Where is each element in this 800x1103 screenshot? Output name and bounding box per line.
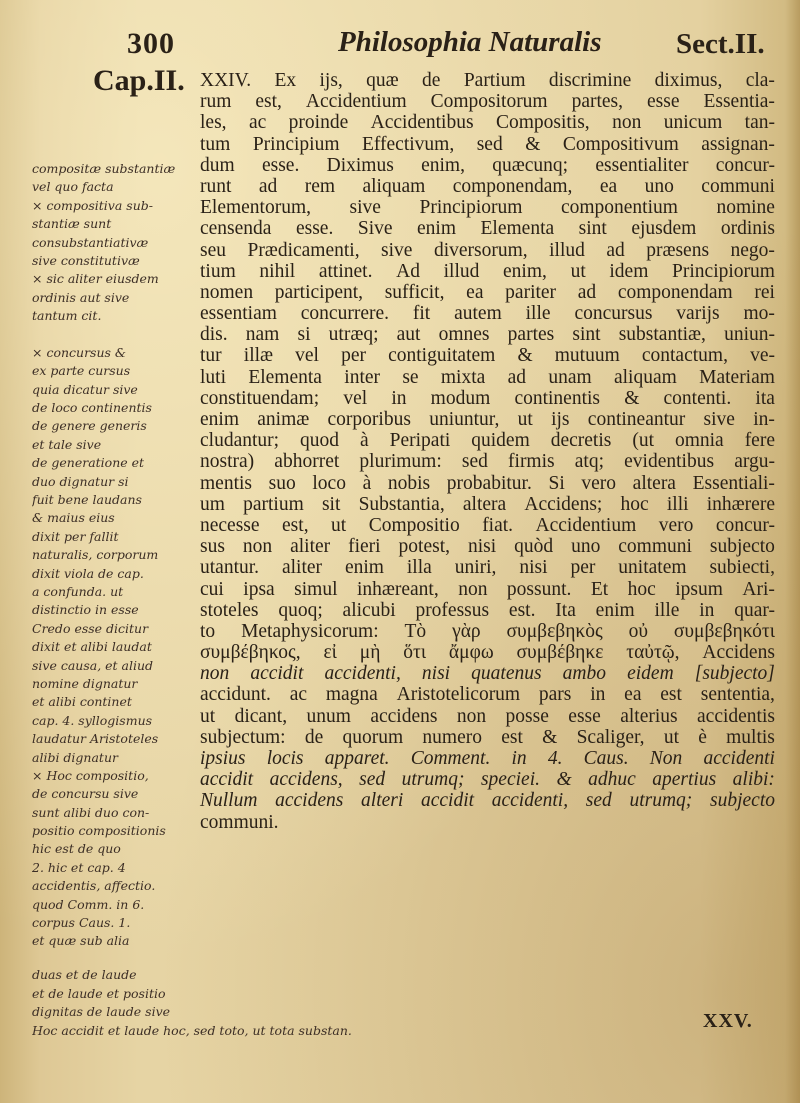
margin-note: dixit viola de cap. [32, 565, 144, 581]
margin-note: et quæ sub alia [32, 933, 130, 949]
text-line: necesse est, ut Compositio fiat. Accidentium vero concur- [200, 514, 775, 536]
margin-note: compositæ substantiæ [32, 161, 176, 176]
catchword: XXV. [703, 1010, 753, 1032]
margin-note: distinctio in esse [32, 602, 139, 618]
margin-note: a confunda. ut [32, 583, 124, 599]
margin-note: positio compositionis [32, 823, 166, 839]
margin-note: quia dicatur sive [32, 381, 138, 397]
margin-note: × Hoc compositio, [32, 767, 149, 783]
margin-note: alibi dignatur [32, 749, 118, 765]
margin-note: quod Comm. in 6. [32, 896, 145, 912]
margin-note: & maius eius [32, 510, 115, 526]
margin-note [32, 326, 202, 344]
margin-annotations [32, 160, 202, 951]
text-line: accidit accidens, sed utrumq; speciei. & adhuc apertius alibi: [200, 769, 775, 791]
text-line: to Metaphysicorum: Τὸ γὰρ συμβεβηκὸς οὐ συμβεβηκότι [200, 620, 775, 642]
text-line: non accidit accidenti, nisi quatenus ambo eidem [subjecto] [200, 663, 775, 685]
text-line: ut dicant, unum accidens non posse esse alterius accidentis [200, 705, 775, 727]
margin-note: hic est de quo [32, 841, 121, 857]
margin-note: ex parte cursus [32, 363, 131, 379]
margin-note: fuit bene laudans [32, 492, 142, 508]
margin-note: stantiæ sunt [32, 216, 112, 232]
margin-note: et tale sive [32, 436, 102, 452]
margin-note: accidentis, affectio. [32, 878, 156, 894]
margin-note: sunt alibi duo con- [32, 804, 150, 820]
text-line: mentis suo loco à nobis probabitur. Si vero altera Essentiali- [200, 472, 775, 494]
footer-annotations [32, 966, 472, 1040]
text-line: cui ipsa simul inhæreant, non possunt. Et hoc ipsum Ari- [200, 578, 775, 600]
text-line: enim animæ corporibus uniuntur, ut ijs contineantur sive in- [200, 409, 775, 430]
text-line: nomen participent, sufficit, ea pariter ad componendam rei [200, 281, 775, 303]
text-line: dis. nam si utræq; aut omnes partes sint substantiæ, uniun- [200, 324, 775, 346]
margin-note: tantum cit. [32, 308, 102, 324]
margin-note: × concursus & [32, 344, 127, 360]
text-line: nostra) abhorret plurimum: sed firmis atq; evidentibus argu- [200, 451, 775, 473]
margin-note: de genere generis [32, 418, 147, 434]
margin-note: et alibi continet [32, 694, 132, 710]
margin-note: cap. 4. syllogismus [32, 712, 153, 728]
text-line: Elementorum, sive Principiorum componentium nomine [200, 197, 775, 219]
margin-note: sive constitutivæ [32, 252, 140, 268]
margin-note: × sic aliter eiusdem [32, 271, 159, 287]
text-line: ipsius locis apparet. Comment. in 4. Caus. Non accidenti [200, 748, 775, 769]
text-line: constituendam; vel in modum continentis & contenti. ita [200, 387, 775, 409]
margin-note: dixit et alibi laudat [32, 639, 152, 655]
footer-note: Hoc accidit et laude hoc, sed toto, ut tota substan. [32, 1022, 352, 1038]
text-line: Nullum accidens alteri accidit accidenti, sed utrumq; subjecto [200, 790, 775, 812]
text-line: tum Principium Effectivum, sed & Compositivum assignan- [200, 133, 775, 155]
text-line: tur illæ vel per contiguitatem & mutuum contactum, ve- [200, 345, 775, 367]
text-line-last: communi. [200, 811, 279, 833]
text-line: dum esse. Diximus enim, quæcunq; essentialiter concur- [200, 154, 775, 176]
text-line: rum est, Accidentium Compositorum partes, esse Essentia- [200, 91, 775, 113]
text-line: subjectum: de quorum numero est & Scaliger, ut è multis [200, 726, 775, 748]
running-title: Philosophia Naturalis [338, 26, 602, 58]
text-line: stoteles quoq; alicubi professus est. Ita enim ille in quar- [200, 599, 775, 621]
main-text-block [200, 70, 775, 833]
margin-note: consubstantiativæ [32, 234, 149, 250]
chapter-marker: Cap.II. [93, 64, 185, 97]
footer-note: duas et de laude [32, 967, 137, 982]
margin-note: ordinis aut sive [32, 289, 130, 305]
text-line: essentiam concurrere. fit autem ille concursus varijs mo- [200, 303, 775, 325]
text-line: censenda esse. Sive enim Elementa sint ejusdem ordinis [200, 218, 775, 240]
section-marker: Sect.II. [676, 28, 765, 60]
margin-note: nomine dignatur [32, 675, 138, 691]
text-line: tium nihil attinet. Ad illud enim, ut idem Principiorum [200, 260, 775, 282]
margin-note: Credo esse dicitur [32, 620, 149, 636]
margin-note: duo dignatur si [32, 473, 129, 489]
margin-note: de generatione et [32, 455, 145, 471]
text-line: συμβέβηκος, εἰ μὴ ὅτι ἄμφω συμβέβηκε ταὐτῷ, Accidens [200, 642, 775, 664]
margin-note: laudatur Aristoteles [32, 731, 159, 747]
margin-note: naturalis, corporum [32, 547, 159, 563]
text-line: les, ac proinde Accidentibus Compositis, non unicum tan- [200, 112, 775, 134]
margin-note: de loco continentis [32, 400, 152, 416]
text-line: XXIV. Ex ijs, quæ de Partium discrimine diximus, cla- [200, 70, 775, 91]
text-line: luti Elementa inter se mixta ad unam aliquam Materiam [200, 366, 775, 388]
margin-note: corpus Caus. 1. [32, 915, 131, 931]
text-line: sus non aliter fieri potest, nisi quòd uno communi subjecto [200, 536, 775, 558]
page-number: 300 [127, 27, 175, 60]
text-line: accidunt. ac magna Aristotelicorum pars in ea est sententia, [200, 684, 775, 706]
margin-note: dixit per fallit [32, 528, 119, 544]
margin-note: vel quo facta [32, 179, 114, 195]
text-line: cludantur; quod à Peripati quidem decretis (ut omnia fere [200, 430, 775, 452]
margin-note: de concursu sive [32, 786, 139, 802]
text-line: seu Prædicamenti, sive diversorum, illud ad præsens nego- [200, 239, 775, 261]
text-line: utantur. aliter enim illa uniri, nisi per unitatem subiecti, [200, 557, 775, 579]
text-line: runt ad rem aliquam componendam, ea uno communi [200, 175, 775, 197]
footer-note: dignitas de laude sive [32, 1004, 171, 1020]
margin-note: × compositiva sub- [32, 197, 153, 213]
margin-note: 2. hic et cap. 4 [32, 859, 126, 875]
margin-note: sive causa, et aliud [32, 657, 154, 673]
footer-note: et de laude et positio [32, 985, 166, 1001]
text-line: um partium sit Substantia, altera Accidens; hoc illi inhærere [200, 493, 775, 515]
